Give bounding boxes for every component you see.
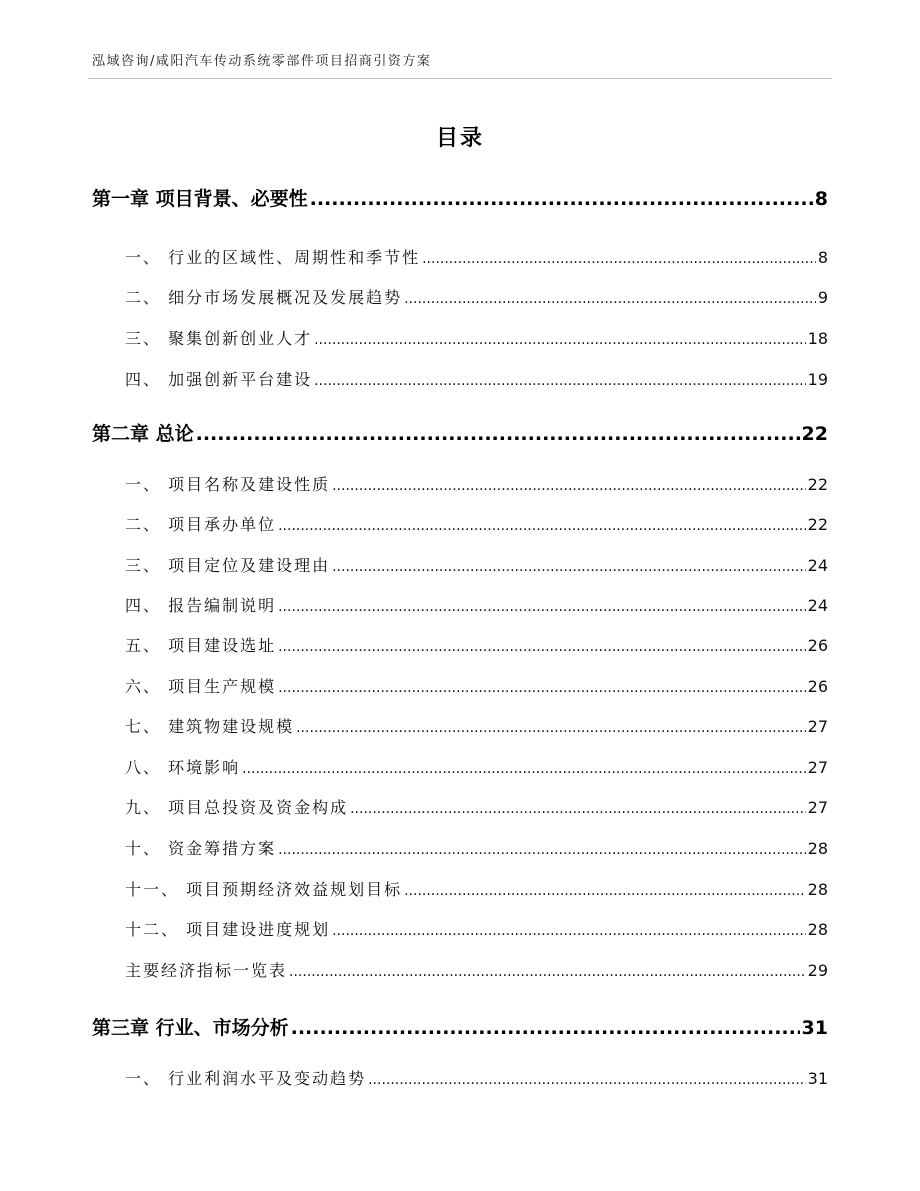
- dot-leader: [196, 423, 800, 445]
- toc-section-entry[interactable]: [125, 1066, 828, 1092]
- toc-entry-label: 二、 细分市场发展概况及发展趋势: [125, 288, 403, 307]
- toc-entry-label: 十一、 项目预期经济效益规划目标: [125, 880, 403, 899]
- dot-leader: [422, 251, 816, 267]
- dot-leader: [404, 883, 806, 899]
- toc-page-number: 22: [801, 423, 828, 445]
- dot-leader: [278, 680, 806, 696]
- toc-page-number: 9: [817, 288, 828, 307]
- dot-leader: [314, 373, 806, 389]
- dot-leader: [350, 801, 806, 817]
- toc-section-entry[interactable]: [125, 836, 828, 862]
- toc-section-entry[interactable]: [125, 795, 828, 821]
- toc-section-entry[interactable]: [125, 714, 828, 740]
- toc-title: 目录: [435, 126, 484, 151]
- toc-entry-label: 六、 项目生产规模: [125, 677, 277, 696]
- toc-page-number: 31: [807, 1069, 828, 1088]
- toc-page-number: 26: [807, 677, 828, 696]
- toc-entry-label: 一、 行业的区域性、周期性和季节性: [125, 248, 421, 267]
- toc-page-number: 8: [817, 248, 828, 267]
- dot-leader: [289, 964, 806, 980]
- dot-leader: [278, 842, 806, 858]
- toc-page-number: 8: [814, 188, 828, 210]
- toc-entry-label: 三、 项目定位及建设理由: [125, 556, 331, 575]
- toc-entry-label: 第三章 行业、市场分析: [92, 1017, 289, 1039]
- running-header: 泓域咨询/咸阳汽车传动系统零部件项目招商引资方案: [92, 54, 432, 69]
- toc-entry-label: 三、 聚集创新创业人才: [125, 329, 313, 348]
- toc-entry-label: 第二章 总论: [92, 423, 194, 445]
- toc-chapter-entry[interactable]: [92, 1013, 828, 1039]
- toc-page-number: 24: [807, 596, 828, 615]
- toc-section-entry[interactable]: [125, 877, 828, 903]
- toc-entry-label: 七、 建筑物建设规模: [125, 717, 295, 736]
- toc-section-entry[interactable]: [125, 285, 828, 311]
- toc-entry-label: 一、 项目名称及建设性质: [125, 475, 331, 494]
- dot-leader: [314, 332, 806, 348]
- toc-page-number: 27: [807, 717, 828, 736]
- toc-section-entry[interactable]: [125, 958, 828, 984]
- dot-leader: [310, 188, 813, 210]
- dot-leader: [404, 291, 816, 307]
- toc-section-entry[interactable]: [125, 553, 828, 579]
- toc-entry-label: 五、 项目建设选址: [125, 636, 277, 655]
- toc-page-number: 28: [807, 839, 828, 858]
- toc-section-entry[interactable]: [125, 512, 828, 538]
- toc-entry-label: 主要经济指标一览表: [125, 961, 288, 980]
- toc-entry-label: 四、 加强创新平台建设: [125, 370, 313, 389]
- dot-leader: [332, 923, 806, 939]
- toc-section-entry[interactable]: [125, 245, 828, 271]
- toc-section-entry[interactable]: [125, 633, 828, 659]
- toc-entry-label: 十、 资金筹措方案: [125, 839, 277, 858]
- dot-leader: [278, 518, 806, 534]
- toc-page-number: 31: [801, 1017, 828, 1039]
- dot-leader: [278, 639, 806, 655]
- toc-page-number: 22: [807, 475, 828, 494]
- header-divider: [88, 78, 832, 79]
- toc-section-entry[interactable]: [125, 367, 828, 393]
- toc-page-number: 22: [807, 515, 828, 534]
- dot-leader: [291, 1017, 800, 1039]
- toc-page-number: 29: [807, 961, 828, 980]
- toc-entry-label: 四、 报告编制说明: [125, 596, 277, 615]
- toc-page-number: 24: [807, 556, 828, 575]
- toc-page-number: 26: [807, 636, 828, 655]
- dot-leader: [368, 1072, 806, 1088]
- dot-leader: [242, 761, 806, 777]
- toc-entry-label: 二、 项目承办单位: [125, 515, 277, 534]
- toc-section-entry[interactable]: [125, 755, 828, 781]
- toc-entry-label: 九、 项目总投资及资金构成: [125, 798, 349, 817]
- toc-chapter-entry[interactable]: [92, 184, 828, 210]
- dot-leader: [278, 599, 806, 615]
- dot-leader: [332, 478, 806, 494]
- toc-page-number: 28: [807, 880, 828, 899]
- toc-page-number: 27: [807, 798, 828, 817]
- toc-entry-label: 第一章 项目背景、必要性: [92, 188, 308, 210]
- toc-page-number: 19: [807, 370, 828, 389]
- dot-leader: [332, 559, 806, 575]
- toc-section-entry[interactable]: [125, 674, 828, 700]
- toc-entry-label: 一、 行业利润水平及变动趋势: [125, 1069, 367, 1088]
- dot-leader: [296, 720, 806, 736]
- toc-section-entry[interactable]: [125, 593, 828, 619]
- toc-entry-label: 八、 环境影响: [125, 758, 241, 777]
- toc-chapter-entry[interactable]: [92, 419, 828, 445]
- toc-page-number: 27: [807, 758, 828, 777]
- toc-page-number: 28: [807, 920, 828, 939]
- toc-section-entry[interactable]: [125, 472, 828, 498]
- toc-page-number: 18: [807, 329, 828, 348]
- toc-section-entry[interactable]: [125, 917, 828, 943]
- toc-entry-label: 十二、 项目建设进度规划: [125, 920, 331, 939]
- toc-section-entry[interactable]: [125, 326, 828, 352]
